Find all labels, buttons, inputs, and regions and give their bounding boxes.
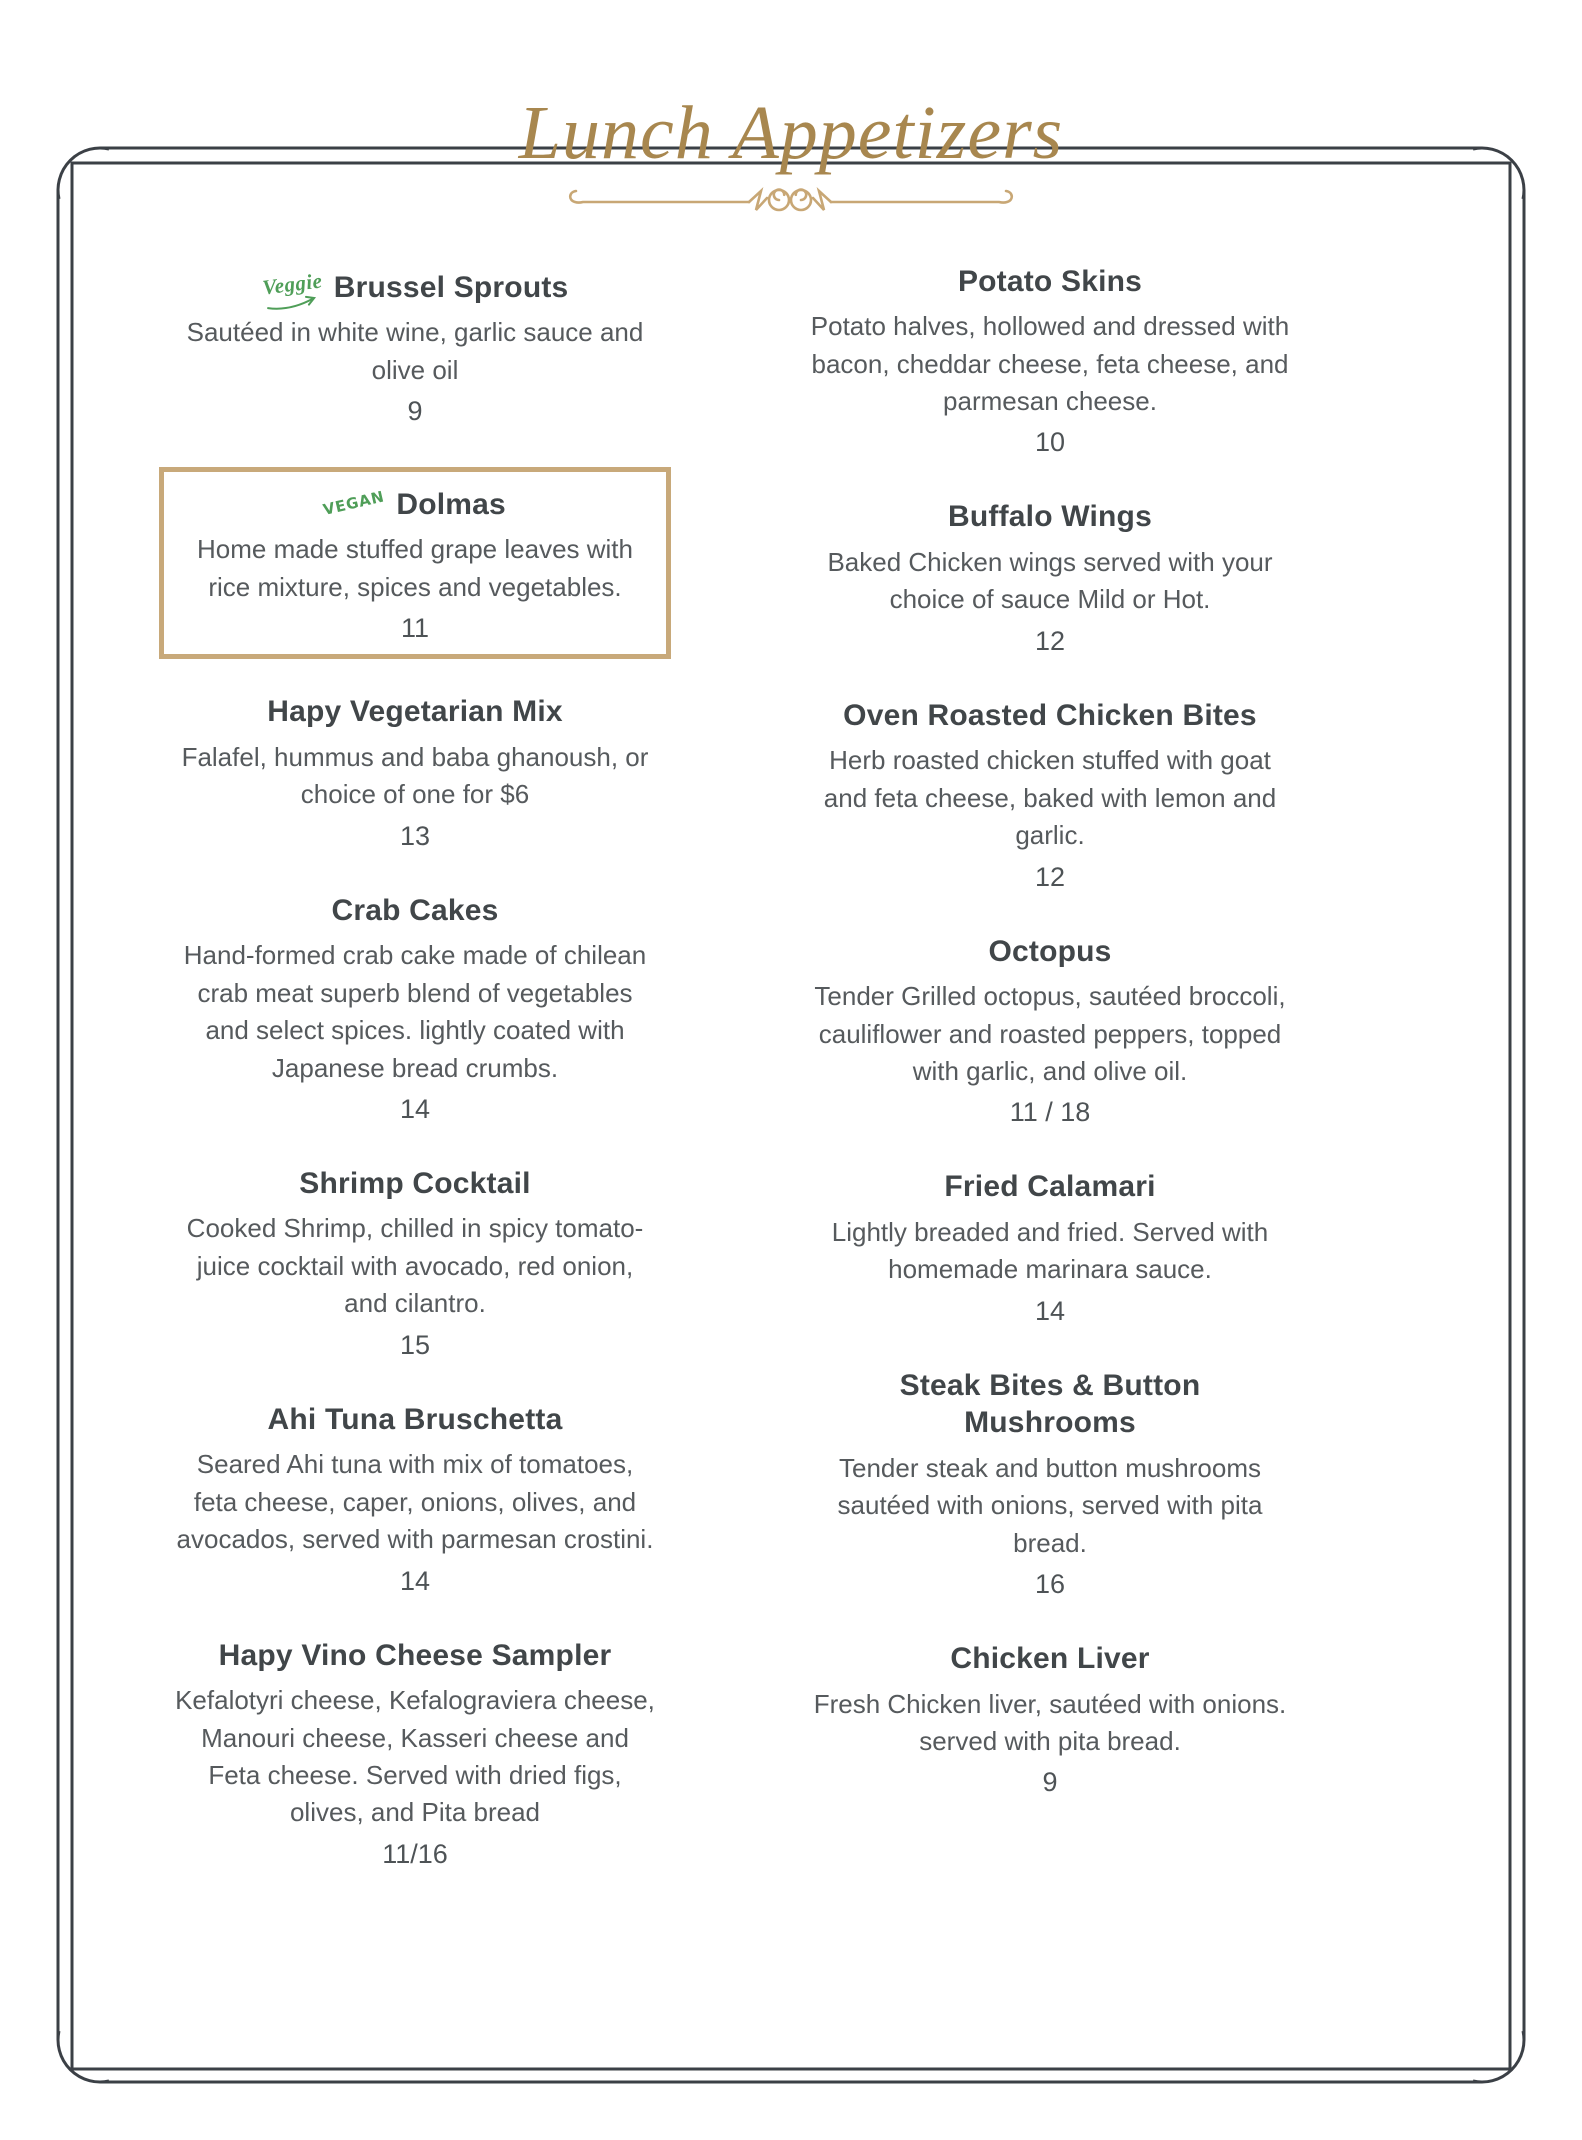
item-price: 14 [399,1565,431,1596]
veggie-badge-label: Veggie [260,268,324,300]
menu-item-fried-calamari [810,1168,1290,1326]
item-price: 16 [1034,1569,1066,1600]
item-description: Fresh Chicken liver, sautéed with onions. served with pita bread. [813,1688,1287,1757]
page-title: Lunch Appetizers [518,91,1064,175]
item-price: 9 [407,395,423,426]
menu-column-right [810,263,1290,1910]
item-price: 14 [399,1093,431,1124]
item-name: Chicken Liver [950,1642,1150,1676]
item-description: Kefalotyri cheese, Kefalograviera cheese, Manouri cheese, Kasseri cheese and Feta cheese. Served with dried figs, olives, and Pita bread [175,1685,655,1828]
item-description: Cooked Shrimp, chilled in spicy tomato-juice cocktail with avocado, red onion, and cilantro. [186,1213,644,1319]
item-name: Hapy Vino Cheese Sampler [218,1638,612,1672]
item-name-text: Dolmas [396,487,506,521]
menu-item-oven-roasted-chicken-bites [810,697,1290,893]
item-price: 13 [399,820,431,851]
menu-column-left [175,263,655,1910]
item-name-text: Brussel Sprouts [333,270,569,304]
item-description: Baked Chicken wings served with your choice of sauce Mild or Hot. [827,546,1273,615]
item-price: 11 / 18 [1009,1097,1091,1128]
menu-item-potato-skins [810,263,1290,459]
item-name: Shrimp Cocktail [299,1166,531,1200]
menu-item-chicken-liver [810,1640,1290,1798]
item-description: Lightly breaded and fried. Served with homemade marinara sauce. [831,1216,1269,1285]
menu-item-hapy-vino-cheese-sampler [175,1637,655,1870]
item-description: Potato halves, hollowed and dressed with bacon, cheddar cheese, feta cheese, and parmesan cheese. [810,311,1290,416]
menu-item-buffalo-wings [810,498,1290,656]
item-price: 12 [1034,861,1066,892]
item-name [174,486,656,524]
menu-item-octopus [810,933,1290,1129]
vegan-badge: VEGAN [321,487,387,519]
item-name: Steak Bites & Button Mushrooms [899,1368,1201,1440]
item-name: Potato Skins [957,264,1143,298]
item-name: Oven Roasted Chicken Bites [843,698,1257,732]
item-price: 11 [400,613,430,644]
menu-columns [175,263,1582,1910]
item-name: Hapy Vegetarian Mix [267,695,563,729]
item-description: Tender Grilled octopus, sautéed broccoli, cauliflower and roasted peppers, topped with garlic, and olive oil. [814,981,1286,1086]
item-price: 12 [1034,625,1066,656]
item-price: 10 [1034,427,1066,458]
title-divider-ornament [566,182,1016,222]
item-description: Seared Ahi tuna with mix of tomatoes, feta cheese, caper, onions, olives, and avocados, served with parmesan crostini. [176,1449,654,1555]
item-name: Ahi Tuna Bruschetta [267,1402,563,1436]
item-name: Buffalo Wings [948,500,1152,534]
item-price: 14 [1034,1295,1066,1326]
item-name: Octopus [988,934,1112,968]
menu-item-hapy-vegetarian-mix [175,693,655,851]
item-name: Fried Calamari [944,1170,1156,1204]
item-description: Herb roasted chicken stuffed with goat and feta cheese, baked with lemon and garlic. [823,745,1277,851]
dolmas-highlight-box [159,467,671,659]
menu-item-steak-bites-button-mushrooms [810,1367,1290,1600]
item-description: Home made stuffed grape leaves with rice mixture, spices and vegetables. [197,534,633,602]
item-price: 11/16 [382,1838,448,1869]
item-price: 9 [1042,1767,1058,1798]
item-name [175,263,655,307]
item-price: 15 [399,1329,431,1360]
item-description: Tender steak and button mushrooms sautéed with onions, served with pita bread. [837,1452,1263,1558]
item-name: Crab Cakes [331,893,499,927]
item-description: Falafel, hummus and baba ghanoush, or choice of one for $6 [181,741,649,810]
menu-item-shrimp-cocktail [175,1165,655,1361]
menu-item-ahi-tuna-bruschetta [175,1401,655,1597]
menu-item-crab-cakes [175,892,655,1125]
item-description: Sautéed in white wine, garlic sauce and olive oil [186,317,644,385]
menu-item-brussel-sprouts [175,263,655,427]
item-description: Hand-formed crab cake made of chilean crab meat superb blend of vegetables and select spices. lightly coated with Japanese bread crumbs. [183,940,647,1083]
menu-item-dolmas [174,486,656,644]
veggie-badge [259,259,323,304]
